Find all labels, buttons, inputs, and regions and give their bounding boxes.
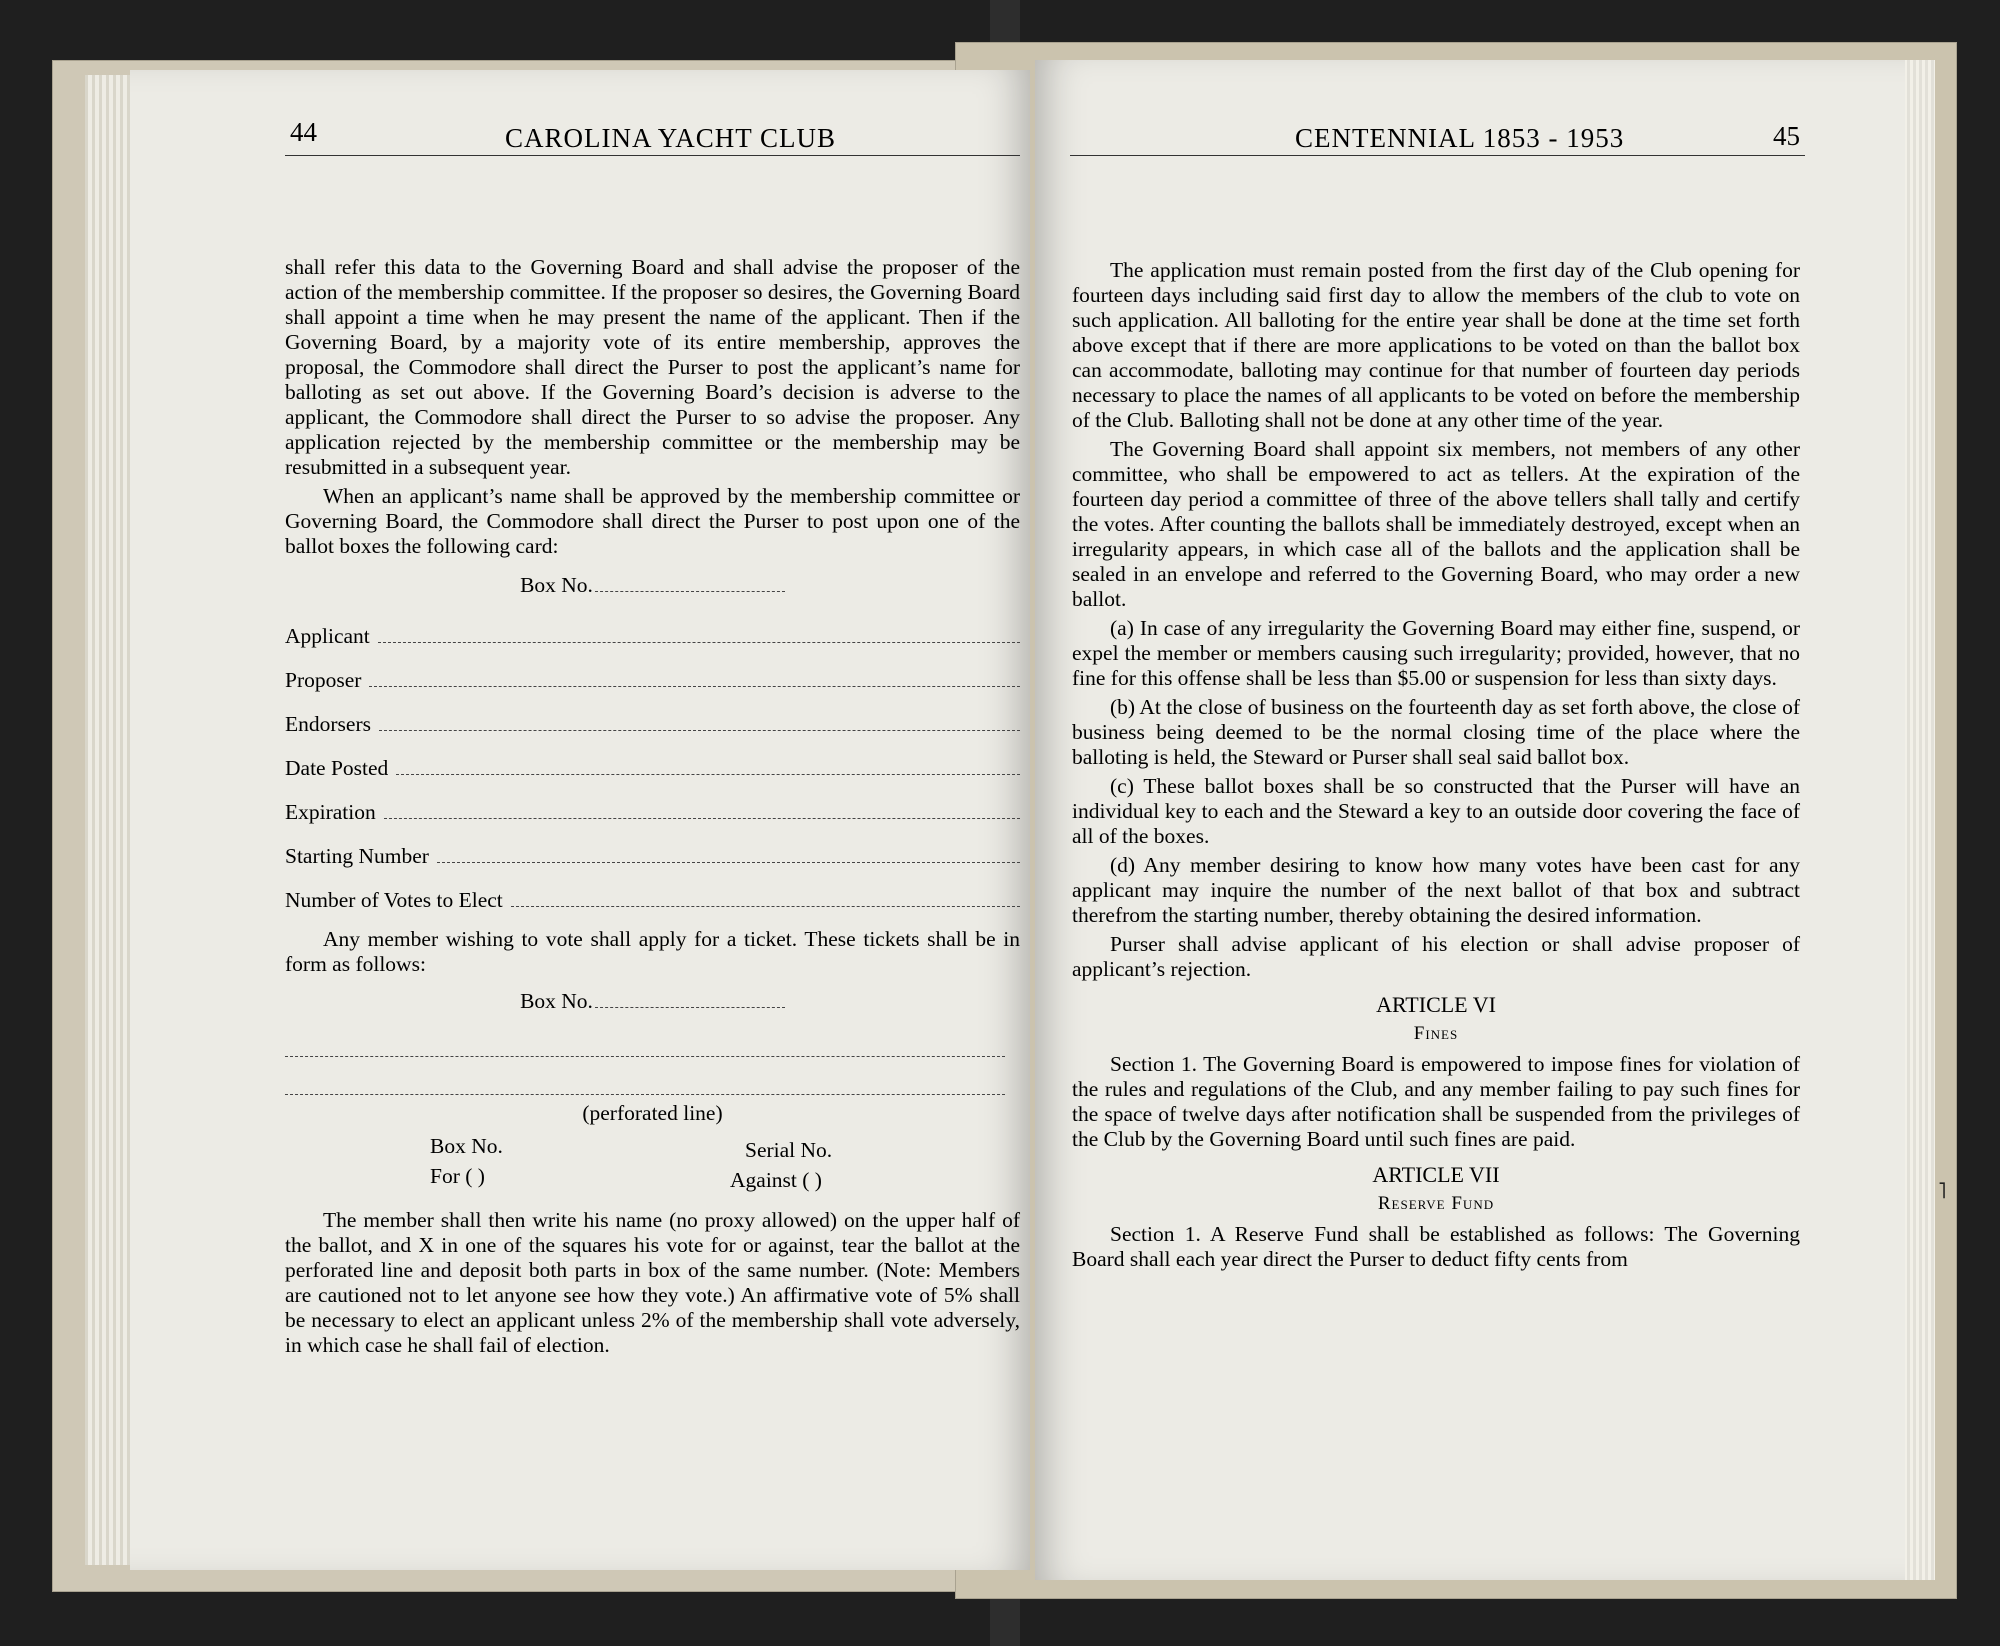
card-field-starting-number: Starting Number <box>285 825 1020 869</box>
card-box-no-dash <box>595 591 785 592</box>
left-para-3: Any member wishing to vote shall apply for a ticket. These tickets shall be in form as follows: <box>285 927 1020 976</box>
right-para-a: (a) In case of any irregularity the Governing Board may either fine, suspend, or expel the member or members causing such irregularity; provided, however, that no fine for this offense shall be less than $5.00 or suspension for less than sixty days. <box>1072 616 1800 690</box>
article-7-title: ARTICLE VII <box>1372 1162 1500 1187</box>
left-page-number: 44 <box>290 117 317 147</box>
ticket-line-2 <box>285 1093 1005 1095</box>
left-body <box>285 255 1020 1362</box>
right-para-b: (b) At the close of business on the fourteenth day as set forth above, the close of business being deemed to be the normal closing time of the place where the balloting is held, the Steward or Purser shall seal said ballot box. <box>1072 695 1800 769</box>
article-7-section-1: Section 1. A Reserve Fund shall be established as follows: The Governing Board shall each year direct the Purser to deduct fifty cents from <box>1072 1222 1800 1271</box>
article-6-subtitle: Fines <box>1413 1023 1459 1044</box>
ticket-lower-half <box>285 1126 1020 1196</box>
card-box-no-label: Box No. <box>520 573 593 597</box>
card-field-date-posted: Date Posted <box>285 737 1020 781</box>
card-field-endorsers: Endorsers <box>285 693 1020 737</box>
margin-mark: ˥ <box>1938 1178 1947 1203</box>
article-7-subtitle: Reserve Fund <box>1377 1193 1495 1214</box>
right-running-head-title: CENTENNIAL 1853 - 1953 <box>1295 123 1625 153</box>
ticket-against-box: Against ( ) <box>730 1168 822 1192</box>
ticket-box-no <box>285 989 1020 1019</box>
right-para-purser: Purser shall advise applicant of his election or shall advise proposer of applicant’s rejection. <box>1072 932 1800 981</box>
right-page-number: 45 <box>1773 121 1800 151</box>
right-body <box>1072 258 1800 1276</box>
ticket-serial-no: Serial No. <box>745 1138 833 1162</box>
ticket-for-box: For ( ) <box>430 1164 485 1188</box>
left-running-head-title: CAROLINA YACHT CLUB <box>505 123 837 153</box>
right-para-d: (d) Any member desiring to know how many votes have been cast for any applicant may inquire the number of the next ballot of that box and subtract therefrom the starting number, thereby obtaining the desired information. <box>1072 853 1800 927</box>
left-running-header <box>285 115 1020 156</box>
left-para-4: The member shall then write his name (no proxy allowed) on the upper half of the ballot, and X in one of the squares his vote for or against, tear the ballot at the perforated line and deposit both parts in box of the same number. (Note: Members are cautioned not to let anyone see how they vote.) An affirmative vote of 5% shall be necessary to elect an applicant unless 2% of the membership shall vote adversely, in which case he shall fail of election. <box>285 1208 1020 1357</box>
right-para-1: The application must remain posted from the first day of the Club opening for fourteen days including said first day to allow the members of the club to vote on such application. All balloting for the entire year shall be done at the time set forth above except that if there are more applications to be voted on than the ballot box can accommodate, balloting may continue for that number of fourteen day periods necessary to place the names of all applicants to be voted on before the membership of the Club. Balloting shall not be done at any other time of the year. <box>1072 258 1800 432</box>
left-para-2: When an applicant’s name shall be approved by the membership committee or Governing Board, the Commodore shall direct the Purser to post upon one of the ballot boxes the following card: <box>285 484 1020 558</box>
right-para-2: The Governing Board shall appoint six members, not members of any other committee, who shall be empowered to act as tellers. At the expiration of the fourteen day period a committee of three of the above tellers shall tally and certify the votes. After counting the ballots shall be immediately destroyed, except when an irregularity appears, in which case all of the ballots and the application shall be sealed in an envelope and referred to the Governing Board, who may order a new ballot. <box>1072 437 1800 611</box>
right-para-c: (c) These ballot boxes shall be so constructed that the Purser will have an individual key to each and the Steward a key to an outside door covering the face of all of the boxes. <box>1072 774 1800 848</box>
perforated-line-label: (perforated line) <box>582 1101 723 1125</box>
card-field-votes-to-elect: Number of Votes to Elect <box>285 869 1020 913</box>
article-6-title: ARTICLE VI <box>1376 992 1496 1017</box>
ticket-box-no-2: Box No. <box>430 1134 503 1158</box>
article-6-section-1: Section 1. The Governing Board is empowered to impose fines for violation of the rules and regulations of the Club, and any member failing to pay such fines for the space of twelve days after notification shall be suspended from the privileges of the Club by the Governing Board until such fines are paid. <box>1072 1052 1800 1151</box>
card-field-expiration: Expiration <box>285 781 1020 825</box>
left-para-1: shall refer this data to the Governing Board and shall advise the proposer of the action of the membership committee. If the proposer so desires, the Governing Board shall appoint a time when he may present the name of the applicant. Then if the Governing Board, by a majority vote of its entire membership, approves the proposal, the Commodore shall direct the Purser to post the applicant’s name for balloting as set out above. If the Governing Board’s decision is adverse to the applicant, the Commodore shall direct the Purser to so advise the proposer. Any application rejected by the membership committee or the membership may be resubmitted in a subsequent year. <box>285 255 1020 479</box>
card-field-proposer: Proposer <box>285 649 1020 693</box>
ticket-line-1 <box>285 1055 1005 1057</box>
right-running-header <box>1070 115 1805 156</box>
card-box-no <box>285 573 1020 605</box>
ticket-box-no-label: Box No. <box>520 989 593 1013</box>
card-field-applicant: Applicant <box>285 605 1020 649</box>
ticket-box-no-dash <box>595 1007 785 1008</box>
